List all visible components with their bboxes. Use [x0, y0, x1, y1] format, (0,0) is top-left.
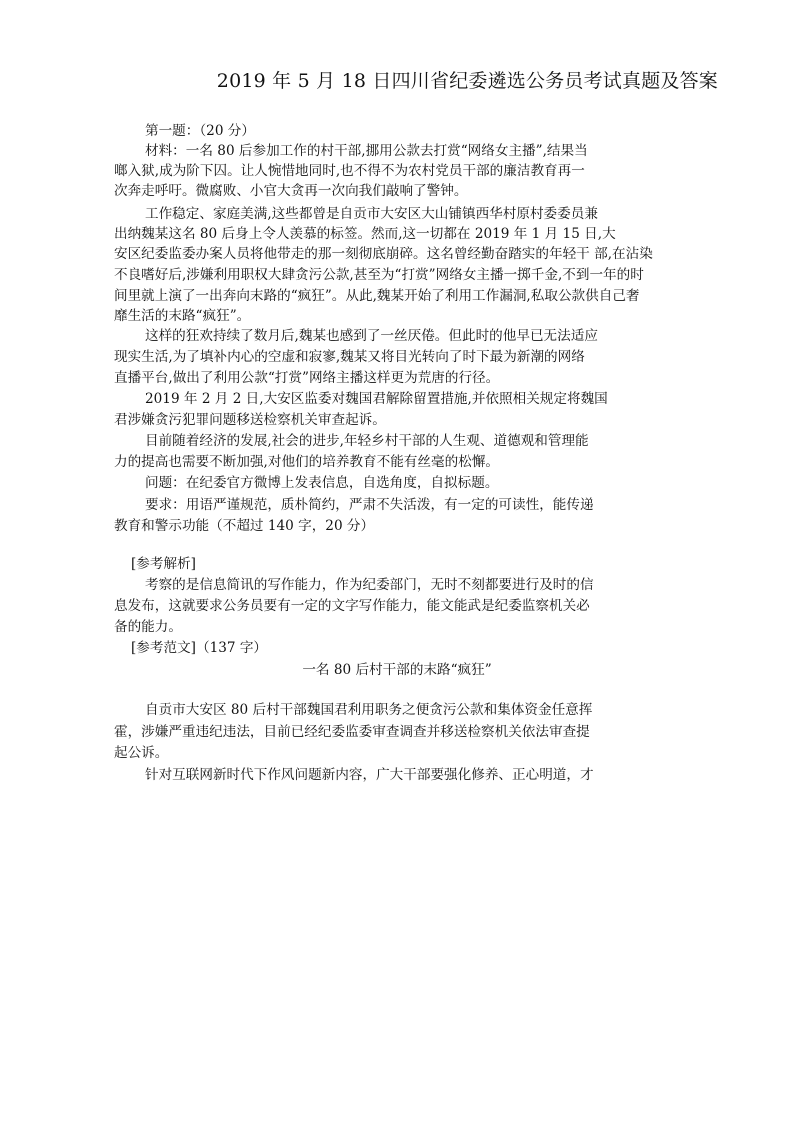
paragraph-line: 啷入狱,成为阶下囚。让人惋惜地同时,也不得不为农村党员干部的廉洁教育再一: [114, 163, 585, 179]
sample-essay-heading: [参考范文]（137 字）: [131, 640, 268, 656]
paragraph-line: 直播平台,做出了利用公款“打赏”网络主播这样更为荒唐的行径。: [114, 370, 500, 386]
paragraph-line: 目前随着经济的发展,社会的进步,年轻乡村干部的人生观、道德观和管理能: [145, 433, 589, 449]
paragraph-line: 不良嗜好后,涉嫌利用职权大肆贪污公款,甚至为“打赏”网络女主播一掷千金,不到一年的时: [114, 267, 644, 283]
paragraph-line: 靡生活的末路“疯狂”。: [114, 308, 251, 324]
paragraph-line: 出纳魏某这名 80 后身上令人羡慕的标签。然而,这一切都在 2019 年 1 月 15 日,大: [114, 226, 616, 242]
question-heading: 第一题：（20 分）: [145, 123, 255, 139]
paragraph-line: 力的提高也需要不断加强,对他们的培养教育不能有丝毫的松懈。: [114, 454, 499, 470]
paragraph-line: 现实生活,为了填补内心的空虚和寂寥,魏某又将目光转向了时下最为新潮的网络: [114, 349, 585, 365]
paragraph-line: 备的能力。: [114, 619, 182, 635]
requirements-line: 教育和警示功能（不超过 140 字，20 分）: [114, 518, 375, 534]
paragraph-line: 2019 年 2 月 2 日,大安区监委对魏国君解除留置措施,并依照相关规定将魏国: [145, 391, 608, 407]
paragraph-line: 自贡市大安区 80 后村干部魏国君利用职务之便贪污公款和集体资金任意挥: [145, 702, 593, 718]
paragraph-line: 这样的狂欢持续了数月后,魏某也感到了一丝厌倦。但此时的他早已无法适应: [145, 328, 598, 344]
paragraph-line: 次奔走呼吁。微腐败、小官大贪再一次向我们敲响了警钟。: [114, 183, 468, 199]
paragraph-line: 安区纪委监委办案人员将他带走的那一刻彻底崩碎。这名曾经勤奋踏实的年轻干 部,在沾染: [114, 246, 653, 262]
analysis-heading: [参考解析]: [131, 556, 196, 572]
paragraph-line: 工作稳定、家庭美满,这些都曾是自贡市大安区大山铺镇西华村原村委委员兼: [145, 206, 598, 222]
question-prompt: 问题：在纪委官方微博上发表信息，自选角度，自拟标题。: [145, 475, 499, 491]
paragraph-line: 间里就上演了一出奔向末路的“疯狂”。从此,魏某开始了利用工作漏洞,私取公款供自己奢: [114, 288, 640, 304]
document-title: 2019 年 5 月 18 日四川省纪委遴选公务员考试真题及答案: [216, 70, 718, 92]
sample-essay-title: 一名 80 后村干部的末路“疯狂”: [302, 662, 492, 678]
paragraph-line: 君涉嫌贪污犯罪问题移送检察机关审查起诉。: [114, 412, 386, 428]
requirements-line: 要求：用语严谨规范，质朴简约，严肃不失活泼，有一定的可读性，能传递: [145, 497, 594, 513]
paragraph-line: 霍，涉嫌严重违纪违法，目前已经纪委监委审查调查并移送检察机关依法审查提: [114, 724, 590, 740]
paragraph-line: 针对互联网新时代下作风问题新内容，广大干部要强化修养、正心明道，才: [145, 767, 594, 783]
paragraph-line: 材料：一名 80 后参加工作的村干部,挪用公款去打赏“网络女主播”,结果当: [145, 143, 588, 159]
paragraph-line: 考察的是信息简讯的写作能力，作为纪委部门，无时不刻都要进行及时的信: [145, 577, 594, 593]
paragraph-line: 息发布，这就要求公务员要有一定的文字写作能力，能文能武是纪委监察机关必: [114, 598, 590, 614]
paragraph-line: 起公诉。: [114, 745, 169, 761]
